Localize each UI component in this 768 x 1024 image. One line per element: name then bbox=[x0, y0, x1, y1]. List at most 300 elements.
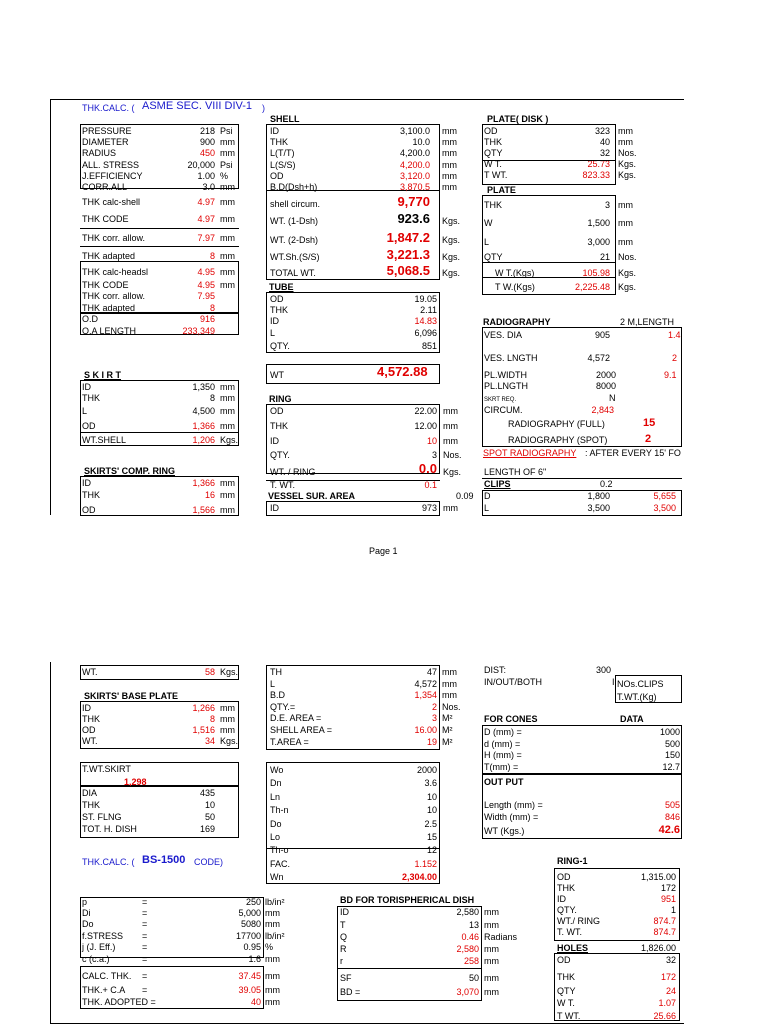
r-vesdia-v: 905 bbox=[594, 330, 610, 340]
bs-unit: mm bbox=[265, 954, 280, 964]
shell-unit: mm bbox=[442, 160, 457, 170]
r-sep2 bbox=[482, 478, 682, 479]
radio-heading: RADIOGRAPHY bbox=[483, 317, 551, 327]
design-value: 7.97 bbox=[197, 233, 215, 243]
wo-value: 2.5 bbox=[424, 818, 437, 829]
th-label: B.D bbox=[270, 690, 286, 701]
tube-value: 6,096 bbox=[414, 328, 437, 338]
bs-unit: mm bbox=[265, 997, 280, 1007]
cones-value: 150 bbox=[664, 750, 680, 761]
th-label: SHELL AREA = bbox=[270, 725, 332, 735]
r-plw-x: 9.1 bbox=[664, 370, 677, 380]
bs-std: BS-1500 bbox=[142, 854, 186, 866]
bs-label: Di bbox=[82, 908, 91, 918]
th-label: D.E. AREA = bbox=[270, 713, 322, 724]
shell-value: 5,068.5 bbox=[386, 263, 430, 278]
design-label: THK corr. allow. bbox=[82, 291, 146, 301]
th-unit: M² bbox=[442, 725, 453, 735]
skirt-unit: mm bbox=[220, 406, 235, 416]
bs-value: 5,000 bbox=[238, 908, 261, 918]
bs-unit: lb/in² bbox=[265, 931, 285, 941]
design-label: DIAMETER bbox=[82, 137, 129, 147]
tori-label: Q bbox=[340, 932, 348, 942]
th-unit: mm bbox=[442, 678, 457, 689]
cones-value: 1000 bbox=[659, 727, 680, 737]
tori-value: 2,580 bbox=[456, 944, 479, 954]
plate-label: T W.(Kgs) bbox=[495, 282, 535, 292]
bs-eq: = bbox=[142, 942, 148, 952]
ring-value: 3 bbox=[431, 450, 437, 460]
design-value: 4.95 bbox=[197, 267, 215, 277]
shell-value: 4,200.0 bbox=[399, 148, 430, 158]
disk-value: 823.33 bbox=[582, 170, 610, 180]
dish-label: THK bbox=[82, 800, 100, 810]
tori-value: 0.46 bbox=[461, 932, 479, 942]
disk-unit: mm bbox=[618, 126, 633, 136]
twt-val: 1,298 bbox=[124, 777, 147, 787]
design-unit: mm bbox=[220, 267, 235, 277]
design-label: THK adapted bbox=[82, 251, 136, 261]
skirt-value: 1,206 bbox=[192, 435, 215, 445]
holes-value: 25.66 bbox=[653, 1011, 676, 1021]
shell-value: 3,100.0 bbox=[399, 126, 430, 136]
title-std: ASME SEC. VIII DIV-1 bbox=[142, 100, 253, 112]
dist-io: IN/OUT/BOTH bbox=[484, 677, 542, 687]
design-value: 3.0 bbox=[202, 182, 215, 192]
dish-value: 169 bbox=[199, 824, 215, 834]
wo-value: 1.152 bbox=[414, 858, 437, 869]
cones-out-label: Length (mm) = bbox=[484, 800, 543, 810]
cones-heading: FOR CONES bbox=[484, 714, 538, 724]
th-label: L bbox=[270, 678, 276, 689]
design-label: O.A LENGTH bbox=[82, 326, 137, 336]
skirt-label: L bbox=[82, 406, 88, 416]
shell-label: shell circum. bbox=[270, 199, 321, 209]
tori-unit: mm bbox=[484, 956, 499, 966]
page-number: Page 1 bbox=[369, 546, 398, 556]
dish-value: 50 bbox=[204, 812, 215, 822]
bs-unit: % bbox=[265, 942, 274, 952]
r-pll-l: PL.LNGTH bbox=[484, 381, 529, 391]
shell-label: L(S/S) bbox=[270, 160, 296, 170]
r-pll-v: 8000 bbox=[595, 381, 616, 391]
r-plw-l: PL.WIDTH bbox=[484, 370, 528, 380]
clips-value: 3,500 bbox=[587, 503, 610, 513]
tori-value: 50 bbox=[468, 973, 479, 983]
bs-value: 250 bbox=[245, 897, 261, 907]
cones-label: d (mm) = bbox=[484, 738, 521, 749]
plate-unit: mm bbox=[618, 218, 633, 228]
tori-label: r bbox=[340, 956, 343, 966]
cones-label: D (mm) = bbox=[484, 727, 522, 737]
vessel-value: 973 bbox=[421, 503, 437, 513]
clips-heading: CLIPS bbox=[484, 479, 511, 489]
shell-unit: Kgs. bbox=[442, 252, 461, 262]
dish-value: 435 bbox=[199, 788, 215, 798]
skirt-label: WT.SHELL bbox=[82, 435, 127, 445]
wo-value: 2000 bbox=[416, 765, 437, 775]
bs-value: 39.05 bbox=[238, 985, 261, 995]
r-vesl-v: 4,572 bbox=[587, 353, 610, 363]
cones-out-value: 42.6 bbox=[658, 824, 680, 836]
bs-value: 37.45 bbox=[238, 971, 261, 981]
base-unit: Kgs. bbox=[220, 736, 239, 746]
r-vesdia-x: 1.4 bbox=[668, 330, 681, 340]
title-suffix: ) bbox=[262, 103, 265, 113]
holes-val: 1,826.00 bbox=[640, 943, 676, 953]
base-label: ID bbox=[82, 703, 91, 713]
skirt-value: 8 bbox=[209, 393, 215, 403]
ring-unit: mm bbox=[443, 421, 458, 431]
wo-label: Th-n bbox=[270, 805, 289, 816]
plate-value: 2,225.48 bbox=[574, 282, 610, 292]
clips-label: D bbox=[484, 491, 491, 501]
holes-label: THK bbox=[557, 972, 575, 982]
skirt-heading: S K I R T bbox=[84, 370, 122, 380]
cones-out-label: WT (Kgs.) bbox=[484, 826, 525, 836]
shell-label: WT. (1-Dsh) bbox=[270, 216, 318, 226]
frame-left-2 bbox=[50, 662, 51, 1024]
dist-label: DIST: bbox=[484, 665, 507, 675]
base-unit: mm bbox=[220, 725, 235, 735]
bs-label: THK. ADOPTED = bbox=[82, 997, 156, 1007]
design-label: THK calc-shell bbox=[82, 197, 141, 207]
design-unit: Psi bbox=[220, 126, 233, 136]
comp-value: 16 bbox=[204, 490, 215, 500]
wo-label: FAC. bbox=[270, 858, 291, 869]
dish-value: 10 bbox=[204, 800, 215, 810]
th-value: 47 bbox=[426, 667, 437, 677]
tube-label: THK bbox=[270, 305, 288, 315]
design-unit: % bbox=[220, 171, 229, 181]
th-value: 16.00 bbox=[414, 725, 437, 735]
tori-unit: mm bbox=[484, 907, 499, 917]
th-label: T.AREA = bbox=[270, 736, 309, 747]
dist-val: 300 bbox=[596, 665, 612, 675]
dist-clips: NOs.CLIPS bbox=[617, 679, 664, 689]
wo-label: Wo bbox=[270, 765, 284, 775]
disk-label: OD bbox=[484, 126, 498, 136]
th-value: 2 bbox=[431, 701, 437, 712]
shell-unit: Kgs. bbox=[442, 268, 461, 278]
clips-h: 0.2 bbox=[600, 479, 613, 489]
ring-label: T. WT. bbox=[270, 480, 295, 490]
clips-label: L bbox=[484, 503, 490, 513]
plate-value: 105.98 bbox=[582, 268, 610, 278]
base-unit: mm bbox=[220, 714, 235, 724]
wo-label: Th-o bbox=[270, 845, 289, 856]
skirt-value: 1,366 bbox=[192, 421, 215, 431]
bs-value: 1.6 bbox=[248, 954, 261, 964]
ring1-value: 951 bbox=[660, 894, 676, 904]
shell-value: 3,120.0 bbox=[399, 171, 430, 181]
bs-eq: = bbox=[142, 919, 148, 929]
plate-value: 1,500 bbox=[587, 218, 610, 228]
ring1-value: 172 bbox=[660, 883, 676, 893]
holes-label: OD bbox=[557, 955, 571, 965]
skirt-unit: mm bbox=[220, 393, 235, 403]
tori-label: SF bbox=[340, 973, 352, 983]
shell-unit: Kgs. bbox=[442, 216, 461, 226]
design-label: CORR.ALL bbox=[82, 182, 128, 192]
th-unit: mm bbox=[442, 690, 457, 701]
skirt-label: OD bbox=[82, 421, 96, 431]
ring-label: QTY. bbox=[270, 450, 290, 460]
ring-label: ID bbox=[270, 436, 279, 446]
comp-value: 1,566 bbox=[192, 505, 215, 515]
design-value: 4.95 bbox=[197, 280, 215, 290]
tori-unit: mm bbox=[484, 920, 499, 930]
tori-unit: Radians bbox=[484, 932, 518, 942]
shell-unit: mm bbox=[442, 171, 457, 181]
base-unit: mm bbox=[220, 703, 235, 713]
ring1-label: QTY. bbox=[557, 905, 577, 915]
ring1-label: WT./ RING bbox=[557, 916, 600, 926]
design-value: 900 bbox=[199, 137, 215, 147]
disk-heading: PLATE( DISK ) bbox=[487, 114, 549, 124]
ring1-value: 874.7 bbox=[653, 916, 676, 926]
design-value: 7.95 bbox=[197, 291, 215, 301]
holes-label: W T. bbox=[557, 998, 575, 1008]
shell-heading: SHELL bbox=[270, 114, 300, 124]
dist-io-val: I bbox=[612, 677, 615, 687]
th-value: 4,572 bbox=[414, 678, 437, 689]
bs-eq: = bbox=[142, 897, 148, 907]
p2-wt-v: 58 bbox=[204, 667, 215, 677]
tori-heading: BD FOR TORISPHERICAL DISH bbox=[340, 895, 475, 905]
plate-unit: Nos. bbox=[618, 252, 637, 262]
th-value: 19 bbox=[426, 736, 437, 747]
base-value: 34 bbox=[204, 736, 215, 746]
shell-label: OD bbox=[270, 171, 284, 181]
cones-out-value: 505 bbox=[664, 800, 680, 810]
bs-label: p bbox=[82, 897, 88, 907]
design-value: 4.97 bbox=[197, 197, 215, 207]
wo-value: 3.6 bbox=[424, 778, 437, 789]
shell-label: WT.Sh.(S/S) bbox=[270, 252, 320, 262]
bs-suffix: CODE) bbox=[194, 857, 223, 867]
tori-unit: mm bbox=[484, 973, 499, 983]
th-unit: mm bbox=[442, 667, 457, 677]
vessel-val: 0.09 bbox=[456, 491, 474, 501]
ring1-value: 1,315.00 bbox=[640, 872, 676, 882]
base-value: 1,516 bbox=[192, 725, 215, 735]
th-label: TH bbox=[270, 667, 282, 677]
r-sep bbox=[482, 446, 682, 447]
cones-out-value: 846 bbox=[664, 812, 680, 822]
tube-label: QTY. bbox=[270, 341, 290, 351]
design-label: PRESSURE bbox=[82, 126, 132, 136]
shell-value: 10.0 bbox=[412, 137, 430, 147]
th-value: 1,354 bbox=[414, 690, 437, 701]
tori-unit: mm bbox=[484, 944, 499, 954]
vessel-unit: mm bbox=[443, 503, 458, 513]
cones-value: 12.7 bbox=[662, 761, 680, 772]
tube-heading: TUBE bbox=[269, 282, 294, 292]
disk-line bbox=[482, 160, 616, 161]
design-label: THK corr. allow. bbox=[82, 233, 146, 243]
plate-sep bbox=[482, 262, 616, 263]
r-spotnote-black: : AFTER EVERY 15' FO bbox=[585, 448, 681, 458]
tube-value: 19.05 bbox=[414, 294, 437, 304]
disk-label: W T. bbox=[484, 159, 502, 169]
tori-sep bbox=[337, 968, 482, 969]
ring-value: 22.00 bbox=[414, 406, 437, 416]
bs-label: c (c.a.) bbox=[82, 954, 110, 964]
base-heading: SKIRTS' BASE PLATE bbox=[84, 691, 178, 701]
design-unit: Psi bbox=[220, 160, 233, 170]
plate-value: 3 bbox=[604, 200, 610, 210]
bs-label: Do bbox=[82, 919, 94, 929]
shell-unit: mm bbox=[442, 137, 457, 147]
design-value: 8 bbox=[209, 303, 215, 313]
bs-value: 40 bbox=[250, 997, 261, 1007]
ring-value: 10 bbox=[426, 436, 437, 446]
bs-eq: = bbox=[142, 908, 148, 918]
shell-value: 4,200.0 bbox=[399, 160, 430, 170]
plate-value: 21 bbox=[599, 252, 610, 262]
shell-value: 9,770 bbox=[397, 194, 430, 209]
cones-out-label: Width (mm) = bbox=[484, 812, 539, 822]
dish-label: ST. FLNG bbox=[82, 812, 122, 822]
comp-box bbox=[80, 476, 239, 516]
tube-value: 14.83 bbox=[414, 316, 437, 326]
wo-label: Lo bbox=[270, 832, 281, 842]
tori-label: R bbox=[340, 944, 347, 954]
vessel-label: ID bbox=[270, 503, 279, 513]
skirt-value: 1,350 bbox=[192, 382, 215, 392]
design-value: 450 bbox=[199, 148, 215, 158]
plate-label: L bbox=[484, 237, 490, 247]
wo-label: Dn bbox=[270, 778, 282, 789]
shell-label: WT. (2-Dsh) bbox=[270, 235, 318, 245]
skirt-label: THK bbox=[82, 393, 100, 403]
bs-unit: mm bbox=[265, 908, 280, 918]
dist-twt: T.WT.(Kg) bbox=[617, 692, 657, 702]
cones-value: 500 bbox=[664, 738, 680, 749]
base-label: OD bbox=[82, 725, 96, 735]
cones-label: T(mm) = bbox=[484, 761, 519, 772]
holes-label: QTY bbox=[557, 986, 576, 996]
r-circ-v: 2,843 bbox=[591, 405, 614, 415]
ring-label: THK bbox=[270, 421, 288, 431]
plate-label: W bbox=[484, 218, 493, 228]
design-label: THK CODE bbox=[82, 280, 129, 290]
cones-data: DATA bbox=[620, 714, 644, 724]
bs-label: f.STRESS bbox=[82, 931, 124, 941]
r-plw-v: 2000 bbox=[595, 370, 616, 380]
r-len6: LENGTH OF 6" bbox=[484, 467, 547, 477]
design-value: 4.97 bbox=[197, 214, 215, 224]
design-label: THK CODE bbox=[82, 214, 129, 224]
plate-value: 3,000 bbox=[587, 237, 610, 247]
dish-label: TOT. H. DISH bbox=[82, 824, 137, 834]
wo-label: Ln bbox=[270, 791, 281, 802]
bs-eq: = bbox=[142, 985, 148, 995]
comp-label: OD bbox=[82, 505, 96, 515]
cones-out: OUT PUT bbox=[484, 777, 524, 787]
wo-value: 15 bbox=[426, 832, 437, 842]
plate-heading: PLATE bbox=[487, 185, 516, 195]
tori-value: 13 bbox=[468, 920, 479, 930]
base-value: 1,266 bbox=[192, 703, 215, 713]
ring-unit: Kgs. bbox=[443, 467, 462, 477]
wo-value: 2,304.00 bbox=[401, 872, 437, 883]
skirt-label: ID bbox=[82, 382, 91, 392]
holes-value: 1.07 bbox=[658, 998, 676, 1008]
shell-value: 3,221.3 bbox=[386, 247, 430, 262]
r-skrt-l: SKRT REQ. bbox=[484, 397, 517, 403]
tori-value: 2,580 bbox=[456, 907, 479, 917]
skirt-value: 4,500 bbox=[192, 406, 215, 416]
base-box bbox=[80, 701, 239, 749]
r-full-l: RADIOGRAPHY (FULL) bbox=[508, 419, 605, 429]
wt-value: 4,572.88 bbox=[377, 364, 428, 379]
bs-unit: mm bbox=[265, 919, 280, 929]
th-unit: M² bbox=[442, 713, 453, 724]
ring1-value: 1 bbox=[670, 905, 676, 915]
holes-value: 24 bbox=[665, 986, 676, 996]
disk-unit: Kgs. bbox=[618, 159, 637, 169]
bs-label: THK.+ C.A bbox=[82, 985, 126, 995]
r-vesl-l: VES. LNGTH bbox=[484, 353, 538, 363]
disk-value: 323 bbox=[594, 126, 610, 136]
plate-label: THK bbox=[484, 200, 502, 210]
bs-unit: mm bbox=[265, 985, 280, 995]
base-value: 8 bbox=[209, 714, 215, 724]
disk-label: THK bbox=[484, 137, 502, 147]
design-label: RADIUS bbox=[82, 148, 117, 158]
clips-value: 1,800 bbox=[587, 491, 610, 501]
shell-value: 1,847.2 bbox=[386, 230, 430, 245]
shell-label: L(T/T) bbox=[270, 148, 295, 158]
r-circ-l: CIRCUM. bbox=[484, 405, 523, 415]
plate-label: W T.(Kgs) bbox=[495, 268, 535, 278]
wo-value: 10 bbox=[426, 805, 437, 816]
th-unit: M² bbox=[442, 736, 453, 747]
design-unit: mm bbox=[220, 214, 235, 224]
wo-value: 12 bbox=[426, 845, 437, 856]
shell-unit: mm bbox=[442, 126, 457, 136]
disk-label: T WT. bbox=[484, 170, 508, 180]
disk-unit: Nos. bbox=[618, 148, 637, 158]
frame-left-1 bbox=[50, 99, 51, 515]
holes-heading: HOLES bbox=[557, 943, 589, 953]
wo-value: 10 bbox=[426, 791, 437, 802]
ring-unit: mm bbox=[443, 406, 458, 416]
design-unit: mm bbox=[220, 251, 235, 261]
disk-value: 32 bbox=[599, 148, 610, 158]
shell-value: 3,870.5 bbox=[399, 182, 430, 192]
ring-heading: RING bbox=[269, 394, 292, 404]
tube-value: 2.11 bbox=[420, 305, 437, 315]
tube-label: OD bbox=[270, 294, 284, 304]
r-skrt-v: N bbox=[609, 393, 616, 403]
ring1-label: THK bbox=[557, 883, 575, 893]
bs-value: 17700 bbox=[235, 931, 261, 941]
ring1-heading: RING-1 bbox=[557, 856, 588, 866]
design-value: 218 bbox=[199, 126, 215, 136]
tori-value: 3,070 bbox=[456, 987, 479, 997]
ring1-label: OD bbox=[557, 872, 571, 882]
tube-value: 851 bbox=[421, 341, 437, 351]
tube-label: ID bbox=[270, 316, 279, 326]
radio-hdr-right: 2 M,LENGTH bbox=[620, 317, 675, 327]
plate-sep2 bbox=[482, 277, 616, 278]
bs-prefix: THK.CALC. ( bbox=[82, 857, 135, 867]
bs-unit: mm bbox=[265, 971, 280, 981]
bs-eq: = bbox=[142, 954, 148, 964]
